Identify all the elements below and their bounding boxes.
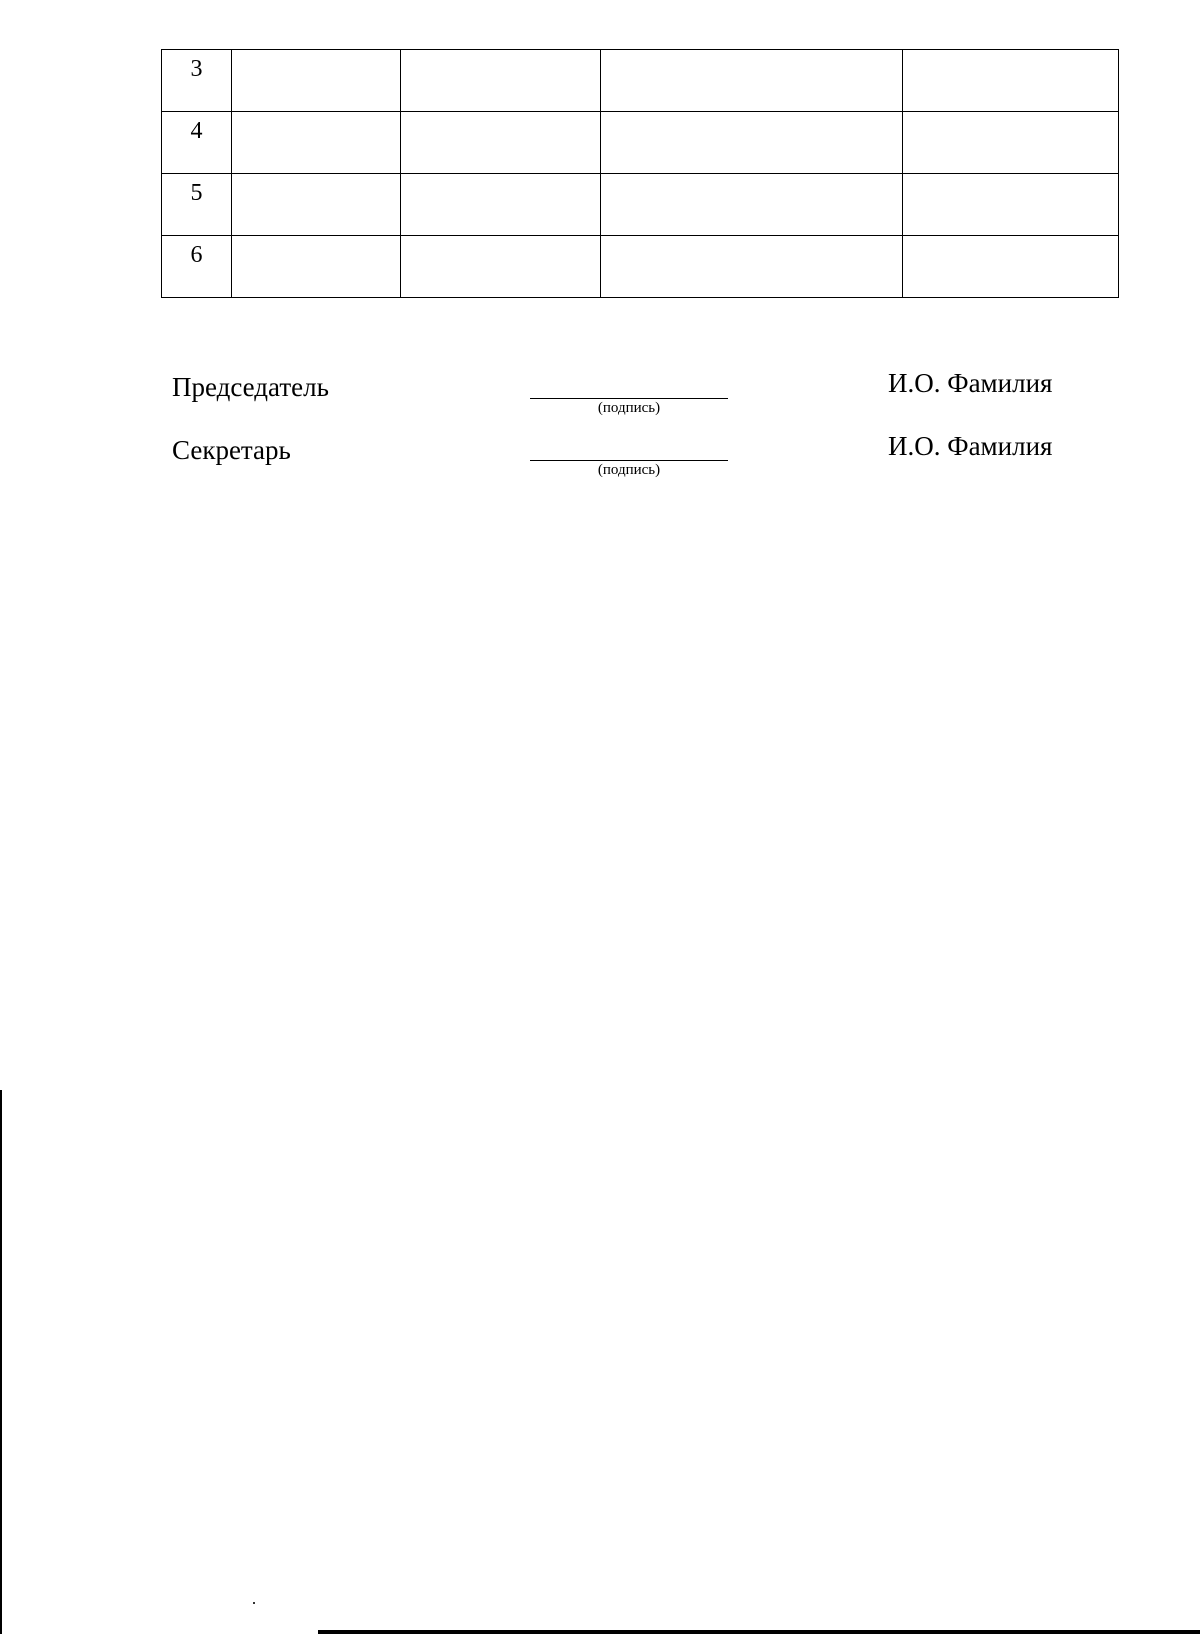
secretary-signature-caption: (подпись): [597, 462, 661, 478]
row-number: 3: [162, 50, 232, 112]
secretary-signature-line: [530, 460, 728, 461]
row-number: 6: [162, 236, 232, 298]
table-cell: [903, 50, 1119, 112]
form-table: [161, 49, 1119, 298]
table-cell: [401, 236, 601, 298]
chairman-role-label: Председатель: [172, 372, 329, 402]
table-cell: [401, 174, 601, 236]
scan-left-edge: [0, 1090, 2, 1634]
chairman-signature-block: [0, 368, 1200, 428]
table-row: [162, 174, 1119, 236]
table-cell: [903, 174, 1119, 236]
secretary-name: И.О. Фамилия: [888, 431, 1053, 461]
table-cell: [601, 236, 903, 298]
chairman-signature-caption: (подпись): [597, 400, 661, 416]
table-cell: [903, 236, 1119, 298]
table-cell: [401, 112, 601, 174]
table-row: [162, 236, 1119, 298]
table-cell: [401, 50, 601, 112]
row-number: 5: [162, 174, 232, 236]
table-cell: [601, 112, 903, 174]
secretary-role-label: Секретарь: [172, 435, 291, 465]
table-cell: [903, 112, 1119, 174]
table-cell: [232, 112, 401, 174]
chairman-name: И.О. Фамилия: [888, 368, 1053, 398]
table-cell: [601, 174, 903, 236]
scan-speck: [253, 1602, 255, 1604]
chairman-signature-line: [530, 398, 728, 399]
table-row: [162, 112, 1119, 174]
table-cell: [601, 50, 903, 112]
table-cell: [232, 50, 401, 112]
scan-bottom-edge: [318, 1630, 1200, 1634]
table-row: [162, 50, 1119, 112]
table-cell: [232, 236, 401, 298]
secretary-signature-block: [0, 431, 1200, 491]
table-cell: [232, 174, 401, 236]
row-number: 4: [162, 112, 232, 174]
